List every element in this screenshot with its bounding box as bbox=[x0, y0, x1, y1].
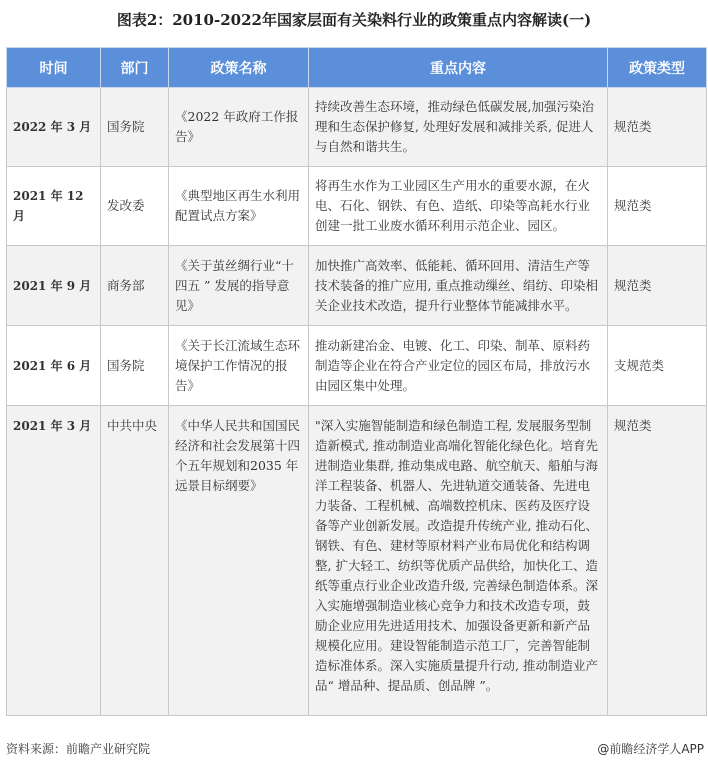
header-policy-name: 政策名称 bbox=[169, 48, 309, 88]
table-row bbox=[7, 246, 707, 326]
cell-type: 规范类 bbox=[608, 246, 707, 326]
policy-table bbox=[6, 47, 707, 716]
credit-note: @前瞻经济学人APP bbox=[597, 742, 704, 756]
cell-department: 国务院 bbox=[101, 326, 169, 406]
page-title: 图表2：2010-2022年国家层面有关染料行业的政策重点内容解读(一) bbox=[116, 11, 592, 29]
cell-policy: 《中华人民共和国国民经济和社会发展第十四个五年规划和2035 年远景目标纲要》 bbox=[169, 406, 309, 716]
cell-content: "深入实施智能制造和绿色制造工程, 发展服务型制造新模式, 推动制造业高端化智能化绿色化。培育先进制造业集群, 推动集成电路、航空航天、船舶与海洋工程装备、机器人、先进轨道交通装备、先进电力装备、工程机械、高端数控机床、医药及医疗设备等产业创新发展。改造提升传统产业, 推动石化、钢铁、有色、建材等原材料产业布局优化和结构调整, 扩大轻工、纺织等优质产品供给，加快化工、造纸等重点行业企业改造升级, 完善绿色制造体系。深入实施增强制造业核心竞争力和技术改造专项，鼓励企业应用先进适用技术、加强设备更新和新产品规模化应用。建设智能制造示范工厂，完善智能制造标准体系。深入实施质量提升行动, 推动制造业产品“ 增品种、提品质、创品牌 ”。 bbox=[309, 406, 608, 716]
cell-date: 2021 年 9 月 bbox=[7, 246, 101, 326]
source-note: 资料来源：前瞻产业研究院 bbox=[6, 742, 151, 756]
cell-department: 发改委 bbox=[101, 167, 169, 246]
header-time: 时间 bbox=[7, 48, 101, 88]
cell-type: 规范类 bbox=[608, 406, 707, 716]
cell-policy: 《关于茧丝绸行业“十四五 ” 发展的指导意见》 bbox=[169, 246, 309, 326]
header-key-content: 重点内容 bbox=[309, 48, 608, 88]
cell-policy: 《关于长江流域生态环境保护工作情况的报告》 bbox=[169, 326, 309, 406]
cell-date: 2021 年 3 月 bbox=[7, 406, 101, 716]
table-row bbox=[7, 167, 707, 246]
cell-date: 2021 年 12 月 bbox=[7, 167, 101, 246]
cell-content: 加快推广高效率、低能耗、循环回用、清洁生产等技术装备的推广应用, 重点推动缫丝、绢纺、印染相关企业技术改造，提升行业整体节能减排水平。 bbox=[309, 246, 608, 326]
table-row bbox=[7, 406, 707, 716]
header-department: 部门 bbox=[101, 48, 169, 88]
table-row bbox=[7, 88, 707, 167]
cell-content: 持续改善生态环境，推动绿色低碳发展,加强污染治理和生态保护修复, 处理好发展和减排关系, 促进人与自然和谐共生。 bbox=[309, 88, 608, 167]
table-row bbox=[7, 326, 707, 406]
table-header-row bbox=[7, 48, 707, 88]
cell-content: 将再生水作为工业园区生产用水的重要水源，在火电、石化、钢铁、有色、造纸、印染等高耗水行业创建一批工业废水循环利用示范企业、园区。 bbox=[309, 167, 608, 246]
cell-department: 国务院 bbox=[101, 88, 169, 167]
cell-department: 中共中央 bbox=[101, 406, 169, 716]
cell-type: 规范类 bbox=[608, 167, 707, 246]
cell-policy: 《2022 年政府工作报告》 bbox=[169, 88, 309, 167]
header-policy-type: 政策类型 bbox=[608, 48, 707, 88]
cell-type: 规范类 bbox=[608, 88, 707, 167]
cell-date: 2021 年 6 月 bbox=[7, 326, 101, 406]
cell-type: 支规范类 bbox=[608, 326, 707, 406]
cell-department: 商务部 bbox=[101, 246, 169, 326]
cell-content: 推动新建冶金、电镀、化工、印染、制革、原料药制造等企业在符合产业定位的园区布局，排放污水由园区集中处理。 bbox=[309, 326, 608, 406]
cell-policy: 《典型地区再生水利用配置试点方案》 bbox=[169, 167, 309, 246]
cell-date: 2022 年 3 月 bbox=[7, 88, 101, 167]
